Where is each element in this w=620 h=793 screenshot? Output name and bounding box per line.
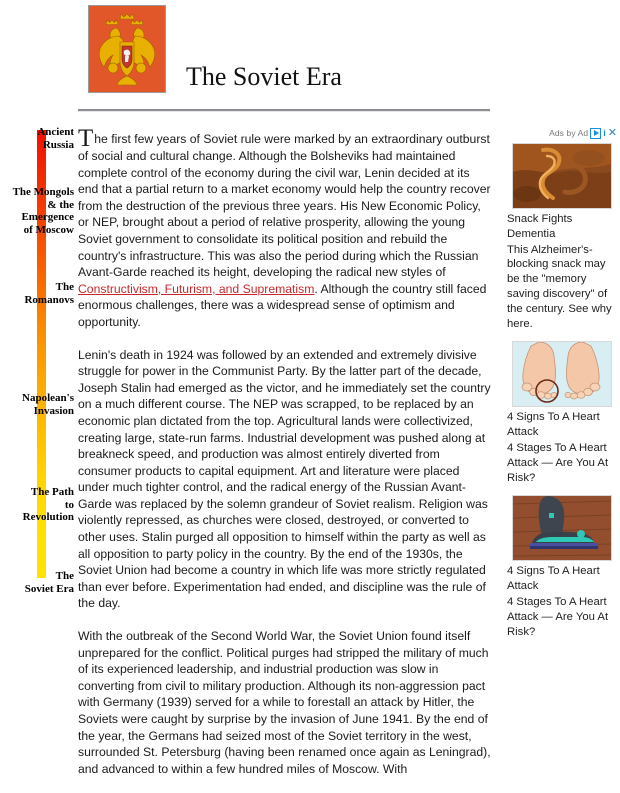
ad-description[interactable]: 4 Stages To A Heart Attack — Are You At Risk?	[507, 595, 609, 638]
timeline-item-soviet-era[interactable]: The Soviet Era	[24, 570, 74, 595]
russian-coat-of-arms-icon	[88, 5, 166, 93]
ad-description[interactable]: 4 Stages To A Heart Attack — Are You At Risk?	[507, 441, 609, 484]
ad-unit[interactable]	[507, 143, 617, 331]
timeline-item-path-to-revolution[interactable]: The Path to Revolution	[22, 486, 74, 523]
ad-unit[interactable]	[507, 341, 617, 485]
timeline-navigation	[0, 0, 76, 600]
timeline-item-napoleans-invasion[interactable]: Napolean's Invasion	[22, 392, 74, 417]
header-divider	[78, 109, 490, 112]
paragraph-1	[78, 125, 491, 331]
paragraph-1-text-after-link: . Although the country still faced enormous challenges, there was a widespread sense of optimism and opportunity.	[78, 281, 487, 329]
ad-description[interactable]: This Alzheimer's-blocking snack may be the "memory saving discovery" of the century. See why here.	[507, 243, 612, 330]
ads-attribution-row	[507, 126, 617, 140]
page-title: The Soviet Era	[186, 62, 342, 91]
ad-title[interactable]: 4 Signs To A Heart Attack	[507, 565, 600, 593]
timeline-item-ancient-russia[interactable]: Ancient Russia	[37, 126, 74, 151]
link-avant-garde-styles[interactable]: Constructivism, Futurism, and Suprematism	[78, 281, 315, 296]
advertisement-sidebar	[507, 126, 617, 649]
bare-feet-toes-photo[interactable]	[512, 341, 612, 407]
article-body	[78, 125, 491, 793]
close-x-icon[interactable]: ✕	[607, 127, 617, 139]
ads-provider-label: Ads by Ad	[549, 128, 589, 138]
caramel-chocolate-swirl-photo[interactable]	[512, 143, 612, 209]
ad-title[interactable]: Snack Fights Dementia	[507, 213, 573, 240]
page-header	[78, 0, 498, 118]
adchoices-triangle-icon[interactable]	[590, 128, 601, 139]
paragraph-1-lead: he first few years of Soviet rule were marked by an extraordinary outburst of	[78, 132, 490, 163]
paragraph-3: With the outbreak of the Second World War, the Soviet Union found itself unprepared for the conflict. Political purges had stripped the military of much of its experienced leadership, and industrial production was slow in converting from civil to military production. Although its non-aggression pact with Germany (1939) served for a while to forestall an attack by Hitler, the Soviets were caught by surprise by the invasion of June 1941. By the end of the year, the Germans had seized most of the Soviet territory in the west, surrounded St. Petersburg (having been renamed once again as Leningrad), and advanced to within a few hundred miles of Moscow. With	[78, 629, 491, 776]
paragraph-2: Lenin's death in 1924 was followed by an extended and extremely divisive struggle for power in the Communist Party. By the latter part of the decade, Joseph Stalin had emerged as the victor, and he immediately set the country on a much different course. The NEP was scrapped, to be replaced by an economic plan dictated from the top. Agricultural lands were collectivized, creating large, state-run farms. Industrial development was pushed along at breakneck speed, and production was almost entirely diverted from consumer products to capital equipment. Art and literature were placed under much tighter control, and the radical energy of the Russian Avant-Garde was replaced by the solemn grandeur of Soviet realism. Religion was violently repressed, as churches were closed, destroyed, or converted to other uses. Stalin purged all opposition to himself within the party as well as all opposition to party policy in the country. By the end of the 1930s, the Soviet Union had become a country in which life was more strictly regulated than ever before. Experimentation had ended, and discipline was the rule of the day.	[78, 347, 491, 611]
paragraph-1-text-before-link: social and cultural change. Although the Bolsheviks had maintained complete control of the economy during the civil war, Lenin decided at its end that a partial return to a market economy would help the country recover from the destruction of the previous three years. His New Economic Policy, or NEP, brought about a period of relative prosperity, allowing the young Soviet government to consolidate its political position and rebuild the country's infrastructure. This was also the period during which the Russian Avant-Garde reached its height, developing the radical new styles of	[78, 149, 491, 280]
drop-cap: T	[78, 125, 94, 152]
info-i-icon[interactable]: i	[603, 128, 606, 138]
timeline-item-mongols-moscow[interactable]: The Mongols & the Emergence of Moscow	[12, 186, 74, 236]
timeline-item-romanovs[interactable]: The Romanovs	[24, 281, 74, 306]
ad-title[interactable]: 4 Signs To A Heart Attack	[507, 411, 600, 439]
ad-unit[interactable]	[507, 495, 617, 639]
foot-in-sandal-on-deck-photo[interactable]	[512, 495, 612, 561]
